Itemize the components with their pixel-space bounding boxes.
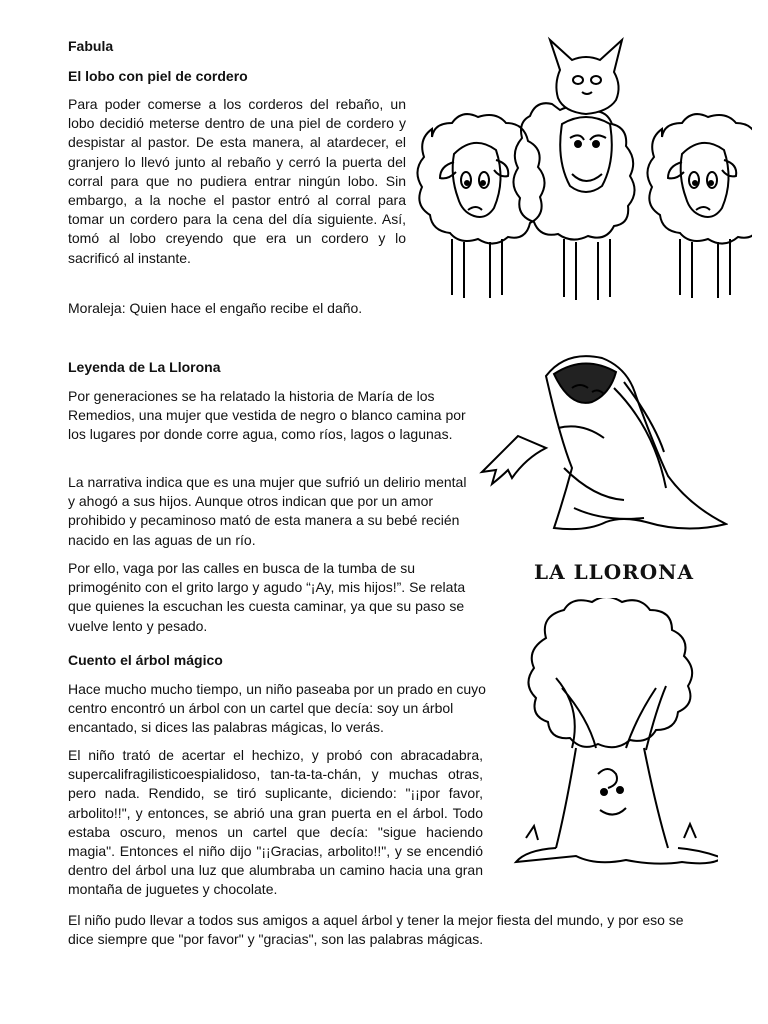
tale-paragraph-3: El niño pudo llevar a todos sus amigos a aquel árbol y tener la mejor fiesta del mundo, y por eso se dice siempre que "por favor" y "gracias", son las palabras mágicas. — [68, 912, 684, 948]
sheep-and-wolf-illustration — [412, 34, 752, 302]
fable-body: Para poder comerse a los corderos del rebaño, un lobo decidió meterse dentro de una piel de cordero y despistar al pastor. De esta manera, al atardecer, el granjero lo llevó junto al rebaño y cerró la puerta del corral para que no pudiera entrar ningún lobo. Sin embargo, a la noche el pastor entró al corral para tomar un cordero para la cena del día siguiente. Así, tomó al lobo creyendo que era un cordero y lo sacrificó al instante. — [68, 96, 406, 266]
fable-moral: Moraleja: Quien hace el engaño recibe el daño. — [68, 300, 363, 316]
magic-tree-illustration — [506, 598, 718, 868]
la-llorona-illustration — [474, 348, 728, 586]
legend-paragraph-1: Por generaciones se ha relatado la historia de María de los Remedios, una mujer que vestida de negro o blanco camina por los lugares por donde corre agua, como ríos, lagos o lagunas. — [68, 388, 466, 443]
tale-paragraph-1: Hace mucho mucho tiempo, un niño paseaba por un prado en cuyo centro encontró un árbol con un cartel que decía: soy un árbol encantado, si dices las palabras mágicas, lo verás. — [68, 681, 486, 736]
legend-paragraph-3: Por ello, vaga por las calles en busca de la tumba de su primogénito con el grito largo y agudo “¡Ay, mis hijos!”. Se relata que quienes la escuchan les cuesta caminar, ya que su paso se vuelve lento y pesado. — [68, 560, 466, 634]
la-llorona-caption: LA LLORONA — [534, 560, 694, 584]
tale-paragraph-2: El niño trató de acertar el hechizo, y probó con abracadabra, supercalifragilisticoespialidoso, tan-ta-ta-chán, y muchas otras, pero nada. Rendido, se tiró suplicante, diciendo: "¡¡por favor, arbolito!!", y entonces, se abrió una gran puerta en el árbol. Todo estaba oscuro, menos un cartel que decía: "sigue haciendo magia". Entonces el niño dijo "¡¡Gracias, arbolito!!", y se encendió dentro del árbol una luz que alumbraba un camino hacia una gran montaña de juguetes y chocolate. — [68, 747, 483, 898]
section-label: Fabula — [68, 38, 114, 54]
tale-title: Cuento el árbol mágico — [68, 652, 223, 668]
sad-sheep-left-icon — [417, 114, 544, 298]
fable-title: El lobo con piel de cordero — [68, 68, 248, 84]
legend-title: Leyenda de La Llorona — [68, 359, 221, 375]
legend-paragraph-2: La narrativa indica que es una mujer que sufrió un delirio mental y ahogó a sus hijos. Aunque otros indican que por un amor prohibido y pecaminoso mató de esta manera a su bebé recién nacido en las aguas de un río. — [68, 474, 467, 548]
wolf-in-sheep-skin-icon — [513, 40, 634, 300]
sad-sheep-right-icon — [647, 114, 752, 298]
